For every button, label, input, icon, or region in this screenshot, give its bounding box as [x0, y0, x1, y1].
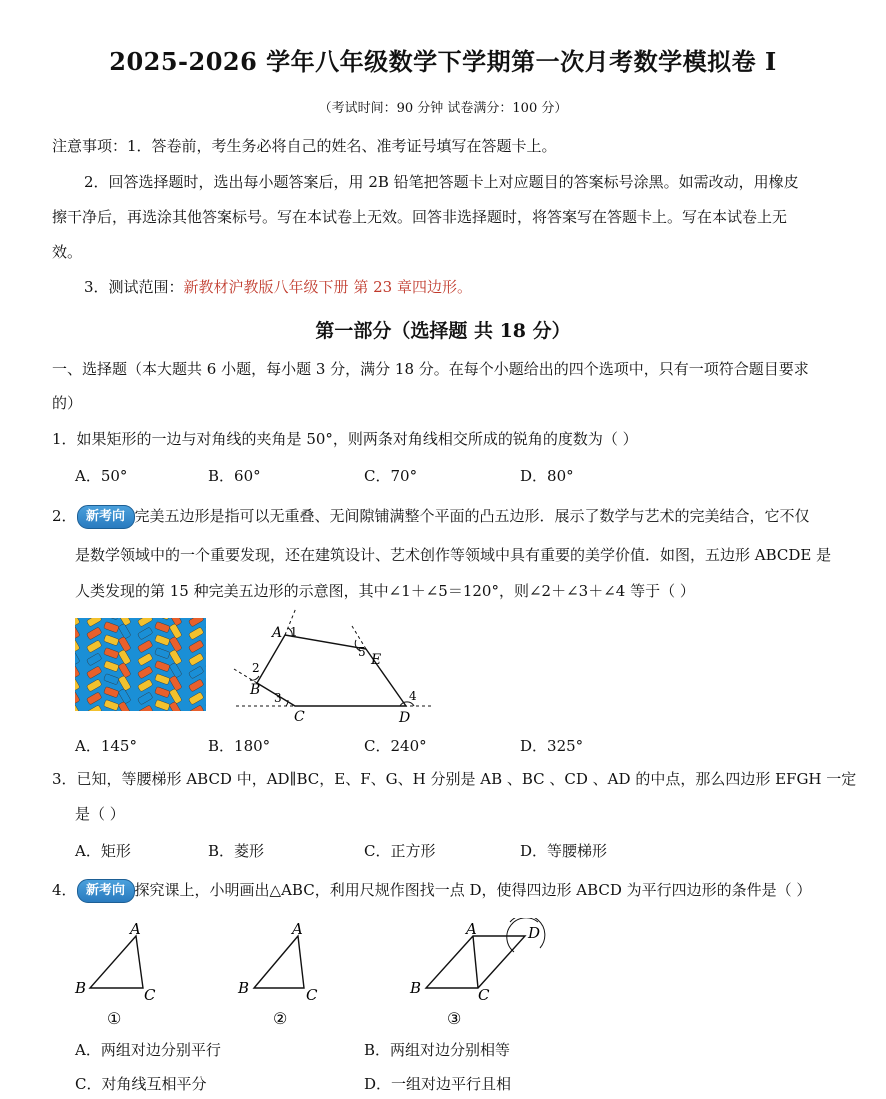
notes-line-1: 注意事项：1．答卷前，考生务必将自己的姓名、准考证号填写在答题卡上。: [52, 137, 557, 155]
notes-line-2b: 擦干净后，再选涂其他答案标号。写在本试卷上无效。回答非选择题时，将答案写在答题卡上。写在本试卷上无: [52, 208, 788, 226]
fig1-label-b: B: [75, 979, 87, 997]
pentagon-tiling-image: [75, 618, 206, 711]
notes-line-3: [84, 277, 472, 297]
fig2-label-c: C: [306, 986, 318, 1004]
question-text: 如果矩形的一边与对角线的夹角是 50°，则两条对角线相交所成的锐角的度数为（ ）: [76, 430, 638, 448]
fig2-label-b: B: [238, 979, 250, 997]
fig3-label-d: D: [528, 924, 541, 942]
fig2-number: ②: [273, 1009, 288, 1028]
question-number: 4．: [52, 881, 77, 899]
q4-option-b[interactable]: B．两组对边分别相等: [364, 1041, 511, 1059]
section-intro-b: 的）: [52, 394, 83, 412]
label-d: D: [399, 710, 411, 726]
fig3-number: ③: [447, 1009, 462, 1028]
q2-option-b[interactable]: B．180°: [208, 737, 271, 755]
fig1-label-c: C: [144, 986, 156, 1004]
q1-option-d[interactable]: D．80°: [520, 467, 574, 485]
label-4: 4: [409, 689, 417, 703]
label-3: 3: [274, 691, 282, 705]
question-text: 探究课上，小明画出△ABC，利用尺规作图找一点 D，使得四边形 ABCD 为平行四边形的条件是（ ）: [134, 881, 812, 899]
triangle-abc-1: [90, 936, 143, 988]
question-number: 1．: [52, 430, 77, 448]
q2-option-a[interactable]: A．145°: [75, 737, 137, 755]
section-title: 第一部分（选择题 共 18 分）: [315, 320, 571, 342]
label-c: C: [294, 709, 305, 725]
question-2-text-b: 是数学领域中的一个重要发现，还在建筑设计、艺术创作等领域中具有重要的美学价值．如图，五边形 ABCDE 是: [75, 546, 832, 564]
question-2: [52, 505, 810, 529]
q1-option-c[interactable]: C．70°: [364, 467, 418, 485]
q3-option-d[interactable]: D．等腰梯形: [520, 842, 608, 860]
test-scope: 新教材沪教版八年级下册 第 23 章四边形。: [183, 278, 472, 296]
fig1-label-a: A: [130, 920, 141, 938]
notes-line-3-prefix: 3．测试范围：: [84, 278, 184, 296]
q2-option-c[interactable]: C．240°: [364, 737, 427, 755]
label-5: 5: [358, 645, 366, 659]
q4-option-a[interactable]: A．两组对边分别平行: [75, 1041, 221, 1059]
label-e: E: [371, 652, 382, 668]
fig1-number: ①: [107, 1009, 122, 1028]
fig3-label-b: B: [410, 979, 422, 997]
section-intro-a: 一、选择题（本大题共 6 小题，每小题 3 分，满分 18 分。在每个小题给出的四个选项中，只有一项符合题目要求: [52, 360, 809, 378]
question-number: 2．: [52, 507, 77, 525]
notes-line-2c: 效。: [52, 243, 83, 261]
q4-option-c[interactable]: C．对角线互相平分: [75, 1075, 207, 1093]
page-title: 2025-2026 学年八年级数学下学期第一次月考数学模拟卷 I: [109, 47, 777, 76]
question-3-text-b: 是（ ）: [75, 805, 125, 823]
question-3: [52, 769, 856, 789]
question-text-a: 已知，等腰梯形 ABCD 中，AD∥BC，E、F、G、H 分别是 AB 、BC 、CD 、AD 的中点，那么四边形 EFGH 一定: [76, 770, 857, 788]
exam-info: （考试时间：90 分钟 试卷满分：100 分）: [318, 101, 568, 116]
question-1: [52, 429, 638, 449]
q2-option-d[interactable]: D．325°: [520, 737, 584, 755]
q4-option-d[interactable]: D．一组对边平行且相: [364, 1075, 512, 1093]
fig2-label-a: A: [292, 920, 303, 938]
triangle-abc-2: [254, 936, 304, 988]
q3-option-a[interactable]: A．矩形: [75, 842, 131, 860]
label-a: A: [272, 625, 283, 641]
q1-option-b[interactable]: B．60°: [208, 467, 261, 485]
question-text-a: 完美五边形是指可以无重叠、无间隙铺满整个平面的凸五边形．展示了数学与艺术的完美结合，它不仅: [134, 507, 810, 525]
label-2: 2: [252, 661, 260, 675]
triangle-figures: [70, 918, 550, 1030]
label-1: 1: [290, 625, 298, 639]
tiling-svg: [75, 618, 206, 711]
fig3-label-c: C: [478, 986, 490, 1004]
new-trend-badge: [77, 505, 135, 529]
badge-label: 新考向: [86, 509, 126, 524]
question-number: 3．: [52, 770, 77, 788]
notes-line-2a: 2．回答选择题时，选出每小题答案后，用 2B 铅笔把答题卡上对应题目的答案标号涂黑。如需改动，用橡皮: [84, 173, 799, 191]
pentagon-figure: [228, 606, 438, 726]
fig3-label-a: A: [466, 920, 477, 938]
badge-label: 新考向: [86, 883, 126, 898]
question-2-text-c: 人类发现的第 15 种完美五边形的示意图，其中∠1＋∠5＝120°，则∠2＋∠3＋∠4 等于（ ）: [75, 582, 695, 600]
diagonal-ac: [473, 936, 478, 988]
question-4: [52, 879, 811, 903]
q3-option-c[interactable]: C．正方形: [364, 842, 436, 860]
q3-option-b[interactable]: B．菱形: [208, 842, 265, 860]
new-trend-badge: [77, 879, 135, 903]
label-b: B: [250, 682, 261, 698]
q1-option-a[interactable]: A．50°: [75, 467, 128, 485]
